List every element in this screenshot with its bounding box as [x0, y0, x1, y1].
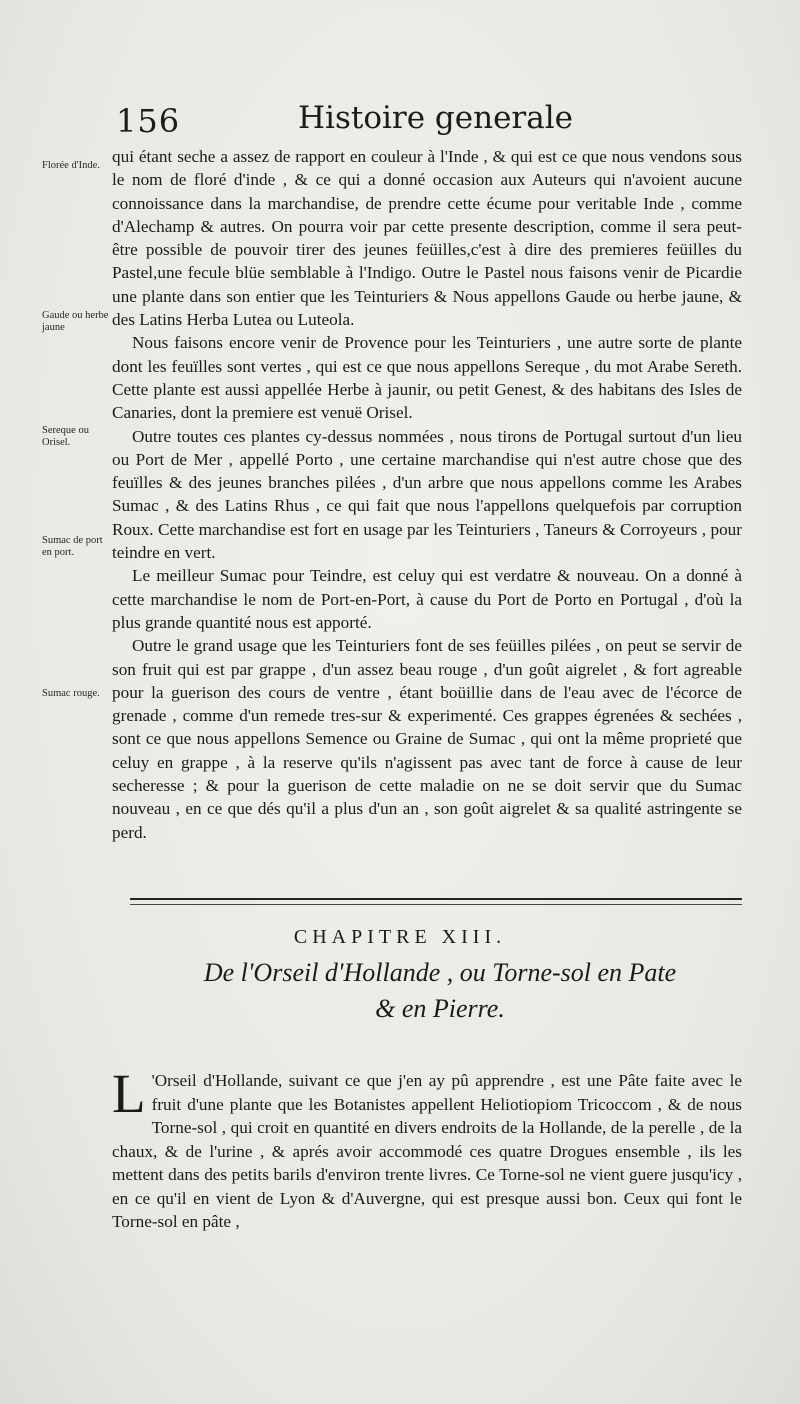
- chapter-paragraph-text: 'Orseil d'Hollande, suivant ce que j'en ay pû apprendre , est une Pâte faite avec le fruit d'une plante que les Botanistes appellent Heliotiopiom Tricoccom , & de nous Torne-sol , qui croit en quantité en divers endroits de la Hollande, de la perelle , de la chaux, & de l'urine , & aprés avoir accommodé ces quatre Drogues ensemble , ils les mettent dans des petits barils d'environ trente livres. Ce Torne-sol ne vient guere jusqu'icy , en ce qu'il en vient de Lyon & d'Auvergne, qui est presque aussi bon. Ceux qui font le Torne-sol en pâte ,: [112, 1071, 742, 1231]
- margin-note-sereque: Sereque ou Orisel.: [42, 425, 89, 448]
- chapter-title-line-1: De l'Orseil d'Hollande , ou Torne-sol en Pate: [203, 958, 677, 987]
- chapter-title: [100, 955, 780, 1027]
- paragraph: Le meilleur Sumac pour Teindre, est celuy qui est verdatre & nouveau. On a donné à cette marchandise le nom de Port-en-Port, à cause du Port de Porto en Portugal , d'où la plus grande quantité nous est apporté.: [112, 566, 742, 632]
- paragraph: Nous faisons encore venir de Provence pour les Teinturiers , une autre sorte de plante dont les feuïlles sont vertes , qui est ce que nous appellons Sereque , du mot Arabe Sereth. Cette plante est aussi appellée Herbe à jaunir, ou petit Genest, & des habitans des Isles de Canaries, dont la premiere est venuë Orisel.: [112, 333, 742, 423]
- main-text: [112, 145, 742, 844]
- margin-note-floree: Florée d'Inde.: [42, 160, 100, 171]
- chapter-title-line-2: & en Pierre.: [375, 994, 505, 1023]
- chapter-heading: CHAPITRE XIII.: [293, 926, 507, 948]
- chapter-body: [112, 1063, 742, 1234]
- section-divider: [130, 898, 742, 905]
- chapter-paragraph: [112, 1063, 742, 1234]
- page-number: 156: [116, 102, 181, 140]
- paragraph: Outre le grand usage que les Teinturiers font de ses feüilles pilées , on peut se servir de son fruit qui est par grappe , d'un assez beau rouge , d'un goût aigrelet , & fort agreable pour la guerison des cours de ventre , étant boüillie dans de l'eau avec de l'écorce de grenade , comme d'un remede tres-sur & experimenté. Ces grappes égrenées & sechées , sont ce que nous appellons Semence ou Graine de Sumac , qui ont la même proprieté que celuy en grappe , à la reserve qu'ils n'agissent pas avec tant de force à cause de leur secheresse ; & pour la guerison de cette maladie on ne se doit servir que du Sumac nouveau , en ce que dés qu'il a plus d'un an , son goût aigrelet & sa qualité astringente se perd.: [112, 636, 742, 842]
- page-header: [108, 100, 728, 140]
- drop-cap: L: [112, 1063, 146, 1124]
- margin-note-sumac-port: Sumac de port en port.: [42, 535, 103, 558]
- margin-note-sumac-rouge: Sumac rouge.: [42, 688, 100, 699]
- running-title: Histoire generale: [298, 100, 573, 136]
- paragraph: qui étant seche a assez de rapport en couleur à l'Inde , & qui est ce que nous vendons sous le nom de floré d'inde , & ce qui a donné occasion aux Auteurs qui n'avoient aucune connoissance dans la marchandise, de prendre cette écume pour veritable Inde , comme d'Alechamp & autres. On pourra voir par cette presente description, comme il sera peut-être possible de pouvoir tirer des jeunes feüilles,c'est à dire des premieres feüilles du Pastel,une fecule blüe semblable à l'Indigo. Outre le Pastel nous faisons venir de Picardie une plante dans son entier que les Teinturiers & Nous appellons Gaude ou herbe jaune, & des Latins Herba Lutea ou Luteola.: [112, 147, 742, 330]
- margin-note-gaude: Gaude ou herbe jaune: [42, 310, 109, 333]
- paragraph: Outre toutes ces plantes cy-dessus nommées , nous tirons de Portugal surtout d'un lieu ou Port de Mer , appellé Porto , une certaine marchandise qui n'est autre chose que des feuïlles & des jeunes branches pilées , d'un arbre que nous appellons comme les Arabes Sumac , & des Latins Rhus , ce qui fait que nous l'appellons quelquefois par corruption Roux. Cette marchandise est fort en usage par les Teinturiers , Taneurs & Corroyeurs , pour teindre en vert.: [112, 426, 742, 563]
